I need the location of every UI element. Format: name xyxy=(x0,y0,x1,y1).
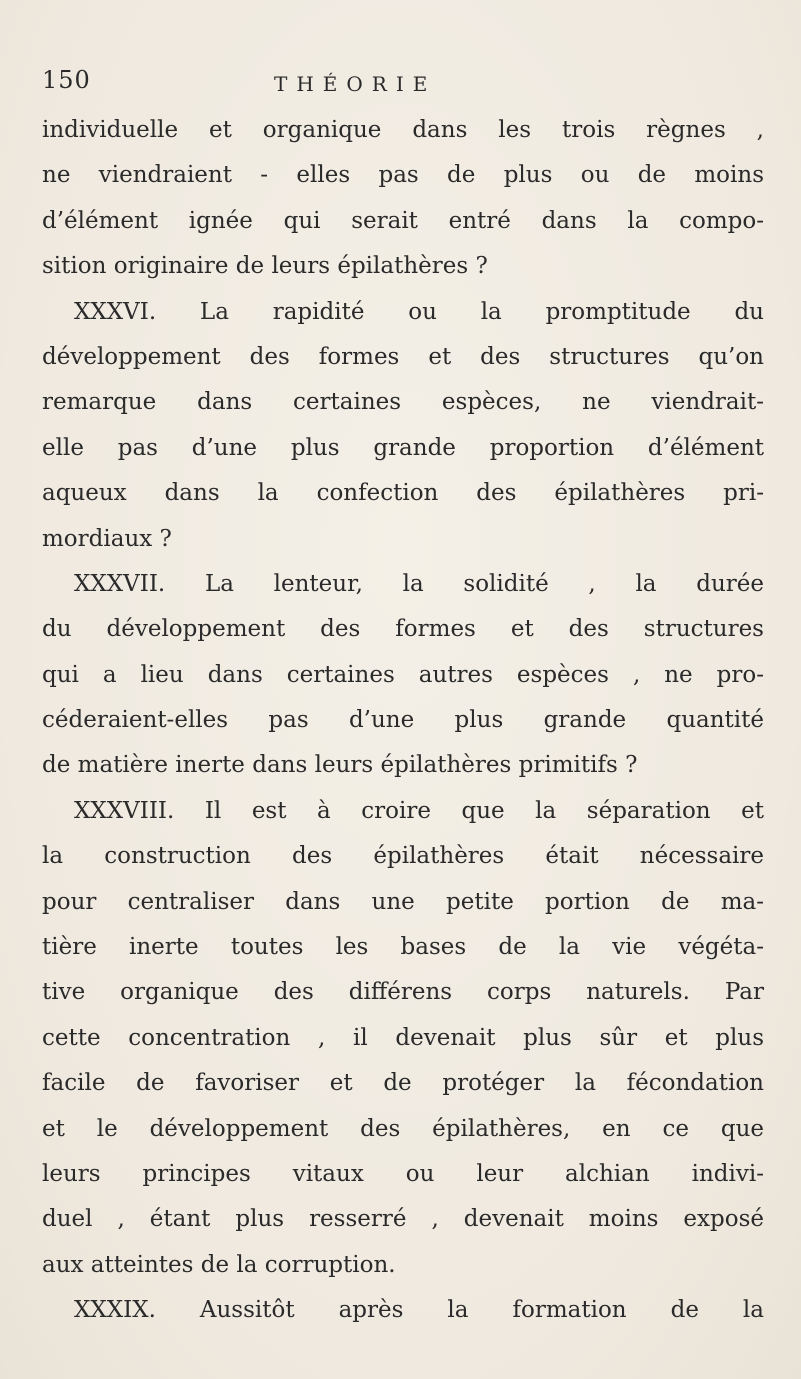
text-line: du développement des formes et des structures xyxy=(42,616,764,643)
text-line: individuelle et organique dans les trois règnes , xyxy=(42,117,764,143)
text-line: elle pas d’une plus grande proportion d’élément xyxy=(42,434,764,461)
text-line: pour centraliser dans une petite portion de ma- xyxy=(42,888,764,915)
text-line: de matière inerte dans leurs épilathères primitifs ? xyxy=(42,752,638,779)
text-line: XXXVI. La rapidité ou la promptitude du xyxy=(74,298,764,325)
text-line: ne viendraient - elles pas de plus ou de moins xyxy=(42,162,764,189)
text-line: leurs principes vitaux ou leur alchian indivi- xyxy=(42,1160,764,1187)
body-text xyxy=(42,108,764,1334)
text-line: XXXVIII. Il est à croire que la séparation et xyxy=(74,797,764,824)
page-number: 150 xyxy=(42,66,91,94)
text-line: XXXVII. La lenteur, la solidité , la durée xyxy=(74,570,764,597)
text-line: la construction des épilathères était nécessaire xyxy=(42,843,764,870)
page-header xyxy=(42,66,762,106)
text-line: et le développement des épilathères, en ce que xyxy=(42,1115,764,1142)
text-line: tière inerte toutes les bases de la vie végéta- xyxy=(42,934,764,961)
text-line: qui a lieu dans certaines autres espèces , ne pro- xyxy=(42,661,764,688)
text-line: duel , étant plus resserré , devenait moins exposé xyxy=(42,1206,764,1233)
text-line: XXXIX. Aussitôt après la formation de la xyxy=(74,1297,764,1324)
text-line: tive organique des différens corps naturels. Par xyxy=(42,979,764,1006)
text-line: céderaient-elles pas d’une plus grande quantité xyxy=(42,707,764,734)
text-line: aux atteintes de la corruption. xyxy=(42,1251,396,1278)
text-line: remarque dans certaines espèces, ne viendrait- xyxy=(42,389,764,416)
text-line: sition originaire de leurs épilathères ? xyxy=(42,253,488,280)
text-line: cette concentration , il devenait plus sûr et plus xyxy=(42,1024,764,1051)
running-head: THÉORIE xyxy=(274,72,437,96)
text-line: d’élément ignée qui serait entré dans la compo- xyxy=(42,207,764,234)
text-line: développement des formes et des structures qu’on xyxy=(42,343,764,370)
text-line: aqueux dans la confection des épilathères pri- xyxy=(42,480,764,507)
text-line: mordiaux ? xyxy=(42,525,172,552)
text-line: facile de favoriser et de protéger la fécondation xyxy=(42,1070,764,1097)
